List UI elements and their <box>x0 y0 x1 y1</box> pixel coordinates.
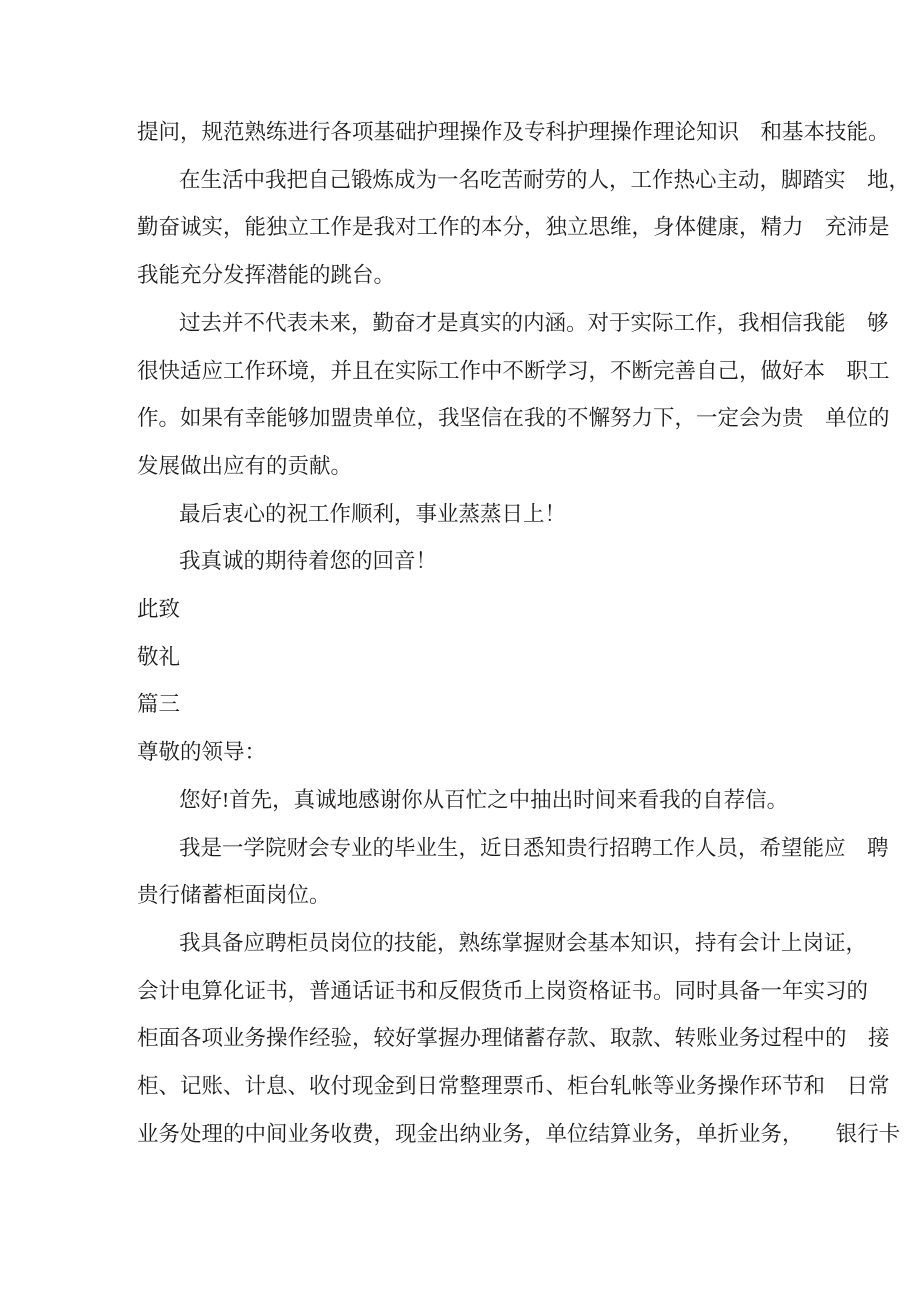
text-line: 我能充分发挥潜能的跳台。 <box>137 263 396 288</box>
text-line: 在生活中我把自己锻炼成为一名吃苦耐劳的人，工作热心主动，脚踏实 地， <box>179 167 911 192</box>
text-line: 业务处理的中间业务收费，现金出纳业务，单位结算业务，单折业务， 银行卡 <box>137 1121 901 1146</box>
text-line: 柜面各项业务操作经验，较好掌握办理储蓄存款、取款、转账业务过程中的 接 <box>137 1026 890 1051</box>
text-line: 我是一学院财会专业的毕业生，近日悉知贵行招聘工作人员，希望能应 聘 <box>179 835 889 860</box>
text-line: 我具备应聘柜员岗位的技能，熟练掌握财会基本知识，持有会计上岗证， <box>179 930 868 955</box>
text-line: 勤奋诚实，能独立工作是我对工作的本分，独立思维，身体健康，精力 充沛是 <box>137 215 890 240</box>
text-line: 我真诚的期待着您的回音！ <box>179 549 438 574</box>
text-line: 柜、记账、计息、收付现金到日常整理票币、柜台轧帐等业务操作环节和 日常 <box>137 1074 890 1099</box>
text-line: 会计电算化证书，普通话证书和反假货币上岗资格证书。同时具备一年实习的 <box>137 978 869 1003</box>
text-line: 尊敬的领导： <box>137 740 267 765</box>
document-body <box>137 109 911 1158</box>
text-line: 此致 <box>137 597 181 622</box>
text-line: 作。如果有幸能够加盟贵单位，我坚信在我的不懈努力下，一定会为贵 单位的 <box>137 406 890 431</box>
text-line: 敬礼 <box>137 644 181 669</box>
text-line: 篇三 <box>137 692 181 717</box>
text-line: 发展做出应有的贡献。 <box>137 453 353 478</box>
text-line: 贵行储蓄柜面岗位。 <box>137 883 331 908</box>
text-line: 最后衷心的祝工作顺利，事业蒸蒸日上！ <box>179 501 567 526</box>
text-line: 过去并不代表未来，勤奋才是真实的内涵。对于实际工作，我相信我能 够 <box>179 310 889 335</box>
text-line: 您好!首先，真诚地感谢你从百忙之中抽出时间来看我的自荐信。 <box>179 787 789 812</box>
text-line: 提问，规范熟练进行各项基础护理操作及专科护理操作理论知识 和基本技能。 <box>137 120 890 144</box>
text-line: 很快适应工作环境，并且在实际工作中不断学习，不断完善自己，做好本 职工 <box>137 358 890 383</box>
